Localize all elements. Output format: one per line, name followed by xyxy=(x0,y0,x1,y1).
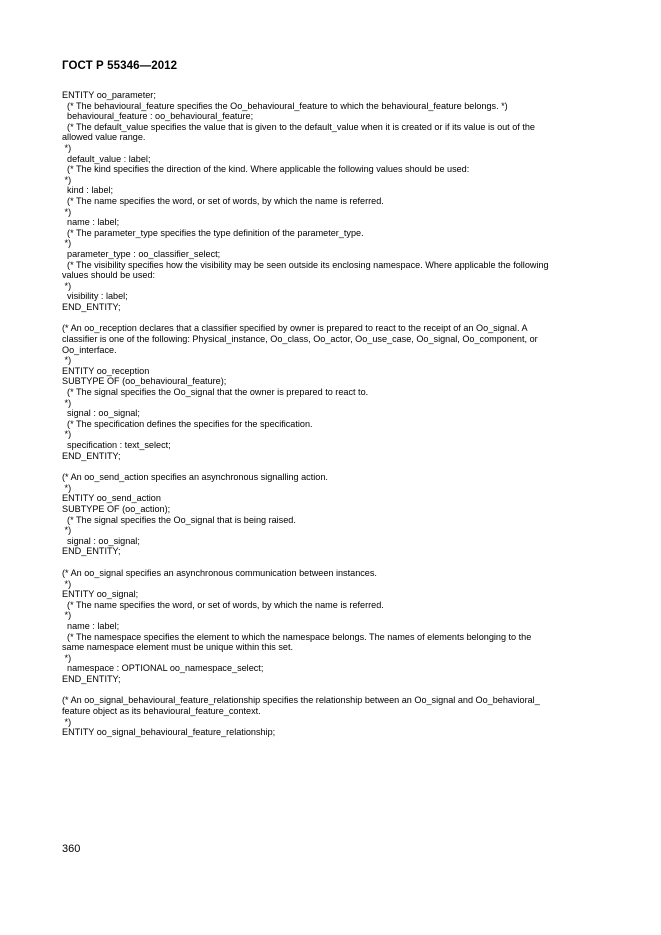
text-line: (* The name specifies the word, or set of words, by which the name is referred. xyxy=(62,599,384,610)
text-line: kind : label; xyxy=(62,185,114,196)
text-line: SUBTYPE OF (oo_action); xyxy=(62,503,171,514)
text-line: name : label; xyxy=(62,620,120,631)
text-line: ENTITY oo_send_action xyxy=(62,493,161,504)
document-body xyxy=(62,90,602,738)
text-line: (* The specification defines the specifies for the specification. xyxy=(62,418,313,429)
text-line: ENTITY oo_signal_behavioural_feature_relationship; xyxy=(62,727,276,738)
text-line: *) xyxy=(62,206,72,217)
blank-line xyxy=(62,312,602,323)
blank-line xyxy=(62,684,602,695)
text-line: (* An oo_send_action specifies an asynchronous signalling action. xyxy=(62,472,328,483)
text-line: *) xyxy=(62,280,72,291)
text-line: ENTITY oo_reception xyxy=(62,365,150,376)
text-line: END_ENTITY; xyxy=(62,673,121,684)
text-line: *) xyxy=(62,610,72,621)
text-line: namespace : OPTIONAL oo_namespace_select; xyxy=(62,663,264,674)
page-header-title: ГОСТ Р 55346—2012 xyxy=(62,60,178,72)
text-line: default_value : label; xyxy=(62,153,151,164)
text-line: SUBTYPE OF (oo_behavioural_feature); xyxy=(62,376,227,387)
text-line: (* The parameter_type specifies the type definition of the parameter_type. xyxy=(62,227,364,238)
text-line: ENTITY oo_parameter; xyxy=(62,90,156,100)
text-line: (* The signal specifies the Oo_signal that the owner is prepared to react to. xyxy=(62,387,369,398)
text-line: values should be used: xyxy=(62,270,156,281)
text-line: Oo_interface. xyxy=(62,344,117,355)
text-line: *) xyxy=(62,716,72,727)
text-line: *) xyxy=(62,397,72,408)
text-line: (* An oo_signal specifies an asynchronous communication between instances. xyxy=(62,567,377,578)
text-line: signal : oo_signal; xyxy=(62,408,140,419)
text-line: (* The default_value specifies the value that is given to the default_value when it is created or if its value is out of the xyxy=(62,121,535,132)
text-line: visibility : label; xyxy=(62,291,128,302)
text-line: specification : text_select; xyxy=(62,440,171,450)
text-line: (* The visibility specifies how the visibility may be seen outside its enclosing namespace. Where applicable the following xyxy=(62,259,549,270)
text-line: parameter_type : oo_classifier_select; xyxy=(62,248,221,259)
text-line: (* The name specifies the word, or set of words, by which the name is referred. xyxy=(62,195,384,206)
text-line: same namespace element must be unique within this set. xyxy=(62,642,294,653)
text-line: *) xyxy=(62,482,72,493)
text-line: feature object as its behavioural_feature_context. xyxy=(62,706,261,717)
text-line: name : label; xyxy=(62,217,120,228)
text-line: classifier is one of the following: Physical_instance, Oo_class, Oo_actor, Oo_use_case, Oo_signal, Oo_component, or xyxy=(62,334,538,345)
text-line: (* The namespace specifies the element to which the namespace belongs. The names of elements belonging to the xyxy=(62,631,532,642)
text-line: (* An oo_signal_behavioural_feature_relationship specifies the relationship between an Oo_signal and Oo_behavioral_ xyxy=(62,695,540,706)
text-line: allowed value range. xyxy=(62,132,146,143)
text-line: *) xyxy=(62,174,72,185)
blank-line xyxy=(62,461,602,472)
text-line: *) xyxy=(62,652,72,663)
blank-line xyxy=(62,557,602,568)
text-line: ENTITY oo_signal; xyxy=(62,589,139,600)
text-line: (* The signal specifies the Oo_signal that is being raised. xyxy=(62,514,296,525)
text-line: END_ENTITY; xyxy=(62,450,121,461)
page-number: 360 xyxy=(62,843,81,855)
text-line: END_ENTITY; xyxy=(62,301,121,312)
text-line: behavioural_feature : oo_behavioural_feature; xyxy=(62,111,254,122)
text-line: *) xyxy=(62,142,72,153)
text-line: (* The kind specifies the direction of the kind. Where applicable the following values should be used: xyxy=(62,164,470,175)
text-line: *) xyxy=(62,355,72,366)
text-line: *) xyxy=(62,578,72,589)
text-line: *) xyxy=(62,238,72,249)
text-line: *) xyxy=(62,525,72,536)
text-line: *) xyxy=(62,429,72,440)
text-line: signal : oo_signal; xyxy=(62,535,140,546)
text-line: END_ENTITY; xyxy=(62,546,121,557)
text-line: (* An oo_reception declares that a classifier specified by owner is prepared to react to the receipt of an Oo_signal. A xyxy=(62,323,528,334)
text-line: (* The behavioural_feature specifies the Oo_behavioural_feature to which the behavioural_feature belongs. *) xyxy=(62,100,508,111)
